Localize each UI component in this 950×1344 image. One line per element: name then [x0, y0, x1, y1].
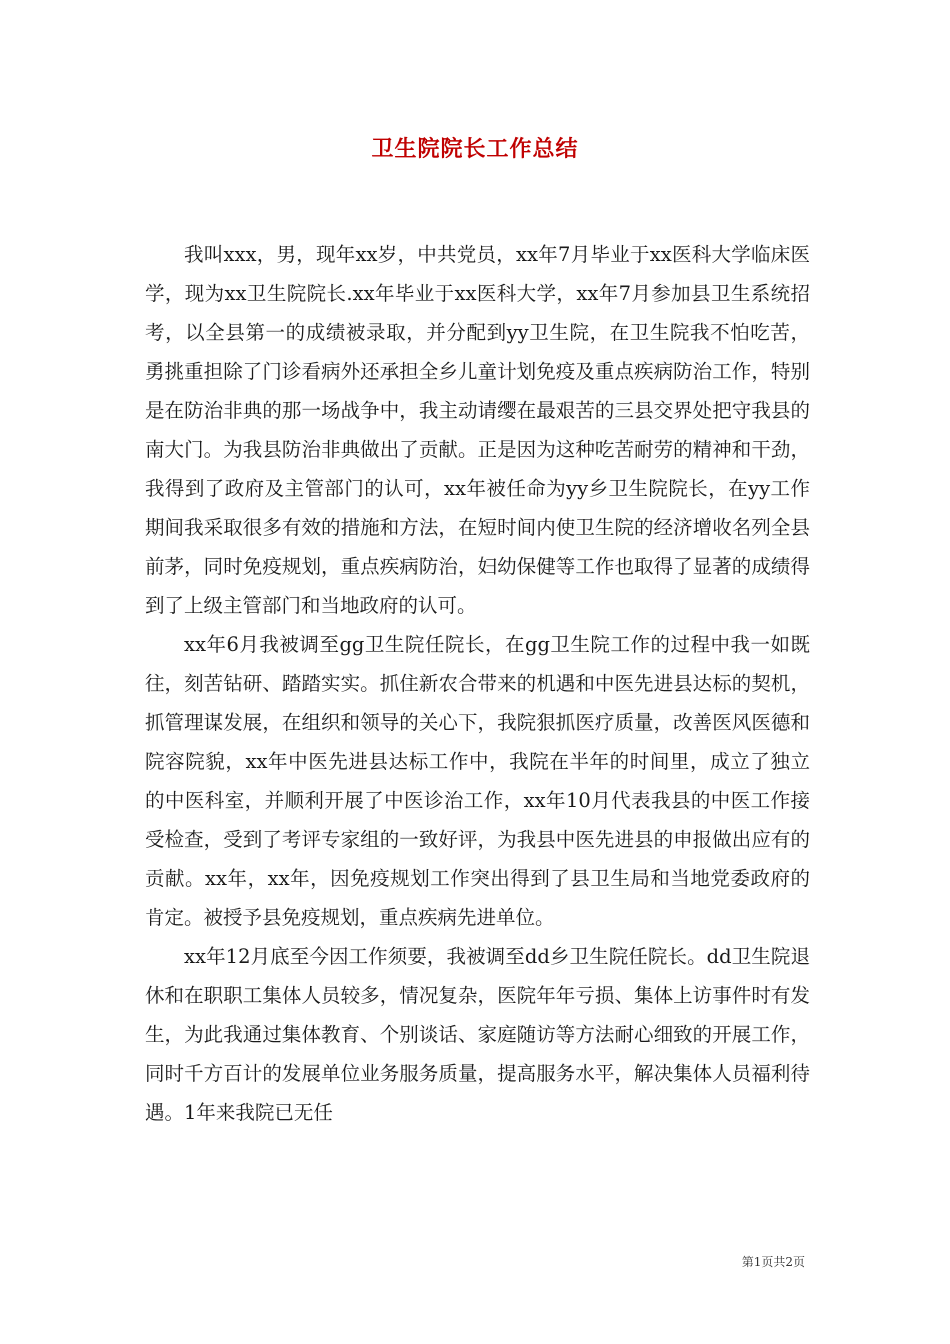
- paragraph-2: xx年6月我被调至gg卫生院任院长，在gg卫生院工作的过程中我一如既往，刻苦钻研、踏踏实实。抓住新农合带来的机遇和中医先进县达标的契机，抓管理谋发展，在组织和领导的关心下，我院狠抓医疗质量，改善医风医德和院容院貌，xx年中医先进县达标工作中，我院在半年的时间里，成立了独立的中医科室，并顺利开展了中医诊治工作，xx年10月代表我县的中医工作接受检查，受到了考评专家组的一致好评，为我县中医先进县的申报做出应有的贡献。xx年，xx年，因免疫规划工作突出得到了县卫生局和当地党委政府的肯定。被授予县免疫规划，重点疾病先进单位。: [145, 633, 810, 929]
- page-number: 第1页共2页: [741, 1255, 805, 1269]
- paragraph-3: xx年12月底至今因工作须要，我被调至dd乡卫生院任院长。dd卫生院退休和在职职工集体人员较多，情况复杂，医院年年亏损、集体上访事件时有发生，为此我通过集体教育、个别谈话、家庭随访等方法耐心细致的开展工作，同时千方百计的发展单位业务服务质量，提高服务水平，解决集体人员福利待遇。1年来我院已无任: [145, 945, 810, 1124]
- paragraph-1: 我叫xxx，男，现年xx岁，中共党员，xx年7月毕业于xx医科大学临床医学，现为xx卫生院院长.xx年毕业于xx医科大学，xx年7月参加县卫生系统招考，以全县第一的成绩被录取，并分配到yy卫生院，在卫生院我不怕吃苦，勇挑重担除了门诊看病外还承担全乡儿童计划免疫及重点疾病防治工作，特别是在防治非典的那一场战争中，我主动请缨在最艰苦的三县交界处把守我县的南大门。为我县防治非典做出了贡献。正是因为这种吃苦耐劳的精神和干劲，我得到了政府及主管部门的认可，xx年被任命为yy乡卫生院院长，在yy工作期间我采取很多有效的措施和方法，在短时间内使卫生院的经济增收名列全县前茅，同时免疫规划，重点疾病防治，妇幼保健等工作也取得了显著的成绩得到了上级主管部门和当地政府的认可。: [145, 243, 810, 617]
- document-title: 卫生院院长工作总结: [371, 137, 579, 162]
- document-body: [145, 235, 810, 1132]
